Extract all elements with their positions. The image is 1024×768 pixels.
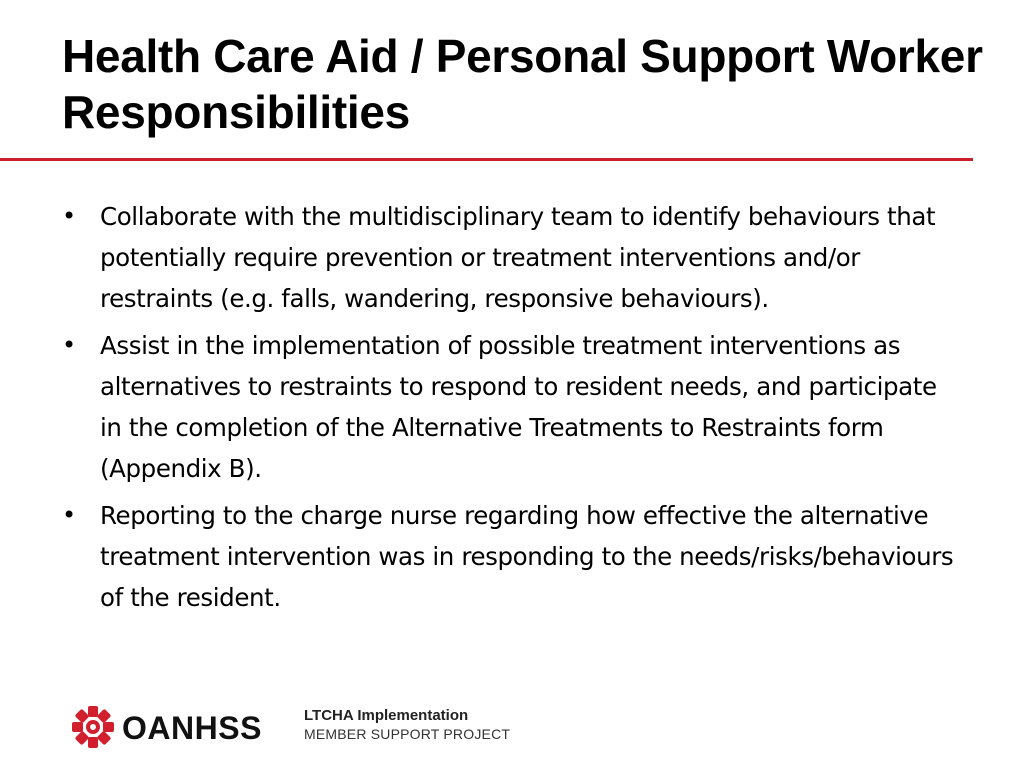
bullet-item [62,325,962,489]
bullet-list [62,196,962,624]
logo-text: OANHSS [122,710,262,746]
oanhss-logo-icon [70,704,116,750]
bullet-icon: • [62,202,76,230]
bullet-text: Collaborate with the multidisciplinary team to identify behaviours that potentially require prevention or treatment interventions and/or restraints (e.g. falls, wandering, responsive behaviours). [100,202,936,313]
project-subtitle: MEMBER SUPPORT PROJECT [304,726,511,742]
bullet-icon: • [62,331,76,359]
bullet-text: Assist in the implementation of possible treatment interventions as alternatives to restraints to respond to resident needs, and participate in the completion of the Alternative Treatments to Restraints form (Appendix B). [100,331,937,483]
bullet-item [62,196,962,319]
slide-title: Health Care Aid / Personal Support Worker Responsibilities [62,30,983,138]
bullet-item [62,495,962,618]
bullet-text: Reporting to the charge nurse regarding how effective the alternative treatment intervention was in responding to the needs/risks/behaviours of the resident. [100,501,954,612]
bullet-icon: • [62,501,76,529]
title-divider [0,158,973,161]
project-title: LTCHA Implementation [304,707,469,724]
footer [70,704,520,752]
